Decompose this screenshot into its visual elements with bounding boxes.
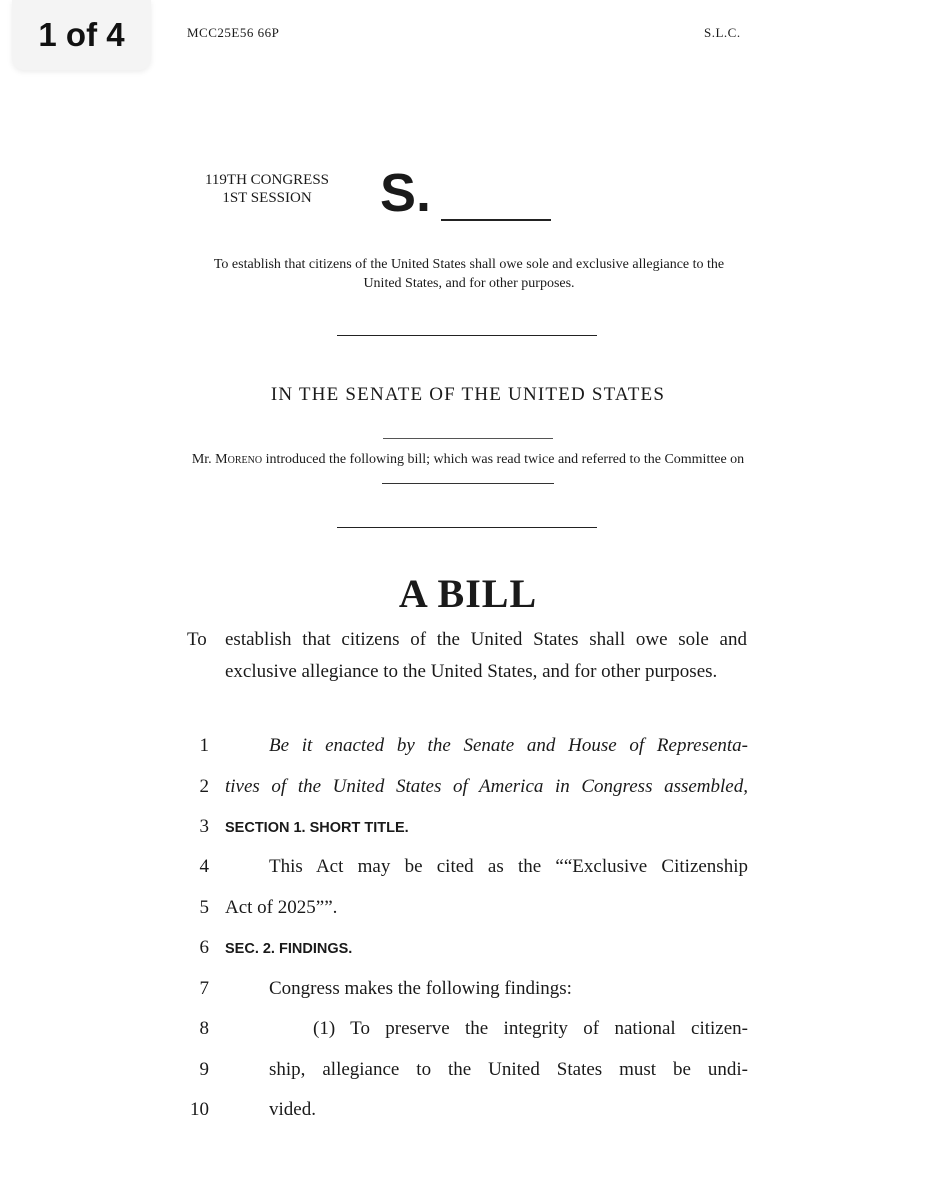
bill-line [187,856,749,886]
bill-line [187,816,749,846]
line-number: 1 [199,735,209,756]
long-title-to: To [187,629,207,650]
congress-session [187,171,347,207]
congress-line: 119TH CONGRESS [204,172,330,188]
divider-rule [337,527,597,528]
line-text: (1) To preserve the integrity of national citizen- [313,1018,748,1039]
line-text: Act of 2025””. [225,897,338,918]
line-number: 3 [199,816,209,837]
line-number: 2 [199,776,209,797]
bill-number-blank [441,219,551,221]
bill-number: S. [380,163,432,223]
session-line: 1ST SESSION [222,190,312,206]
sponsor-name: Moreno [215,452,263,467]
line-number: 8 [199,1018,209,1039]
document-id: MCC25E56 66P [187,25,280,40]
senate-heading: IN THE SENATE OF THE UNITED STATES [270,384,666,405]
bill-line [187,776,749,806]
line-number: 5 [199,897,209,918]
page-counter-badge: 1 of 4 [12,0,151,70]
line-text: This Act may be cited as the ““Exclusive Citizenship [269,856,748,877]
line-text: tives of the United States of America in Congress assembled, [225,776,748,797]
short-purpose: To establish that citizens of the United States shall owe sole and exclusive allegiance to the United States, and for other purposes. [213,257,725,291]
committee-blank [382,471,554,484]
bill-line [187,1018,749,1048]
long-title-text: establish that citizens of the United States shall owe sole and exclusive allegiance to the United States, and for other purposes. [225,629,747,682]
line-text: vided. [269,1099,316,1120]
intro-prefix: Mr. [191,452,216,467]
a-bill-heading: A BILL [398,571,538,616]
line-number: 9 [199,1059,209,1080]
bill-line [187,897,749,927]
line-text: Congress makes the following findings: [269,978,572,999]
slc-label: S.L.C. [704,25,741,40]
line-text: Be it enacted by the Senate and House of Representa- [269,735,748,756]
line-number: 7 [199,978,209,999]
bill-line [187,937,749,967]
bill-line [187,1059,749,1089]
line-text: ship, allegiance to the United States must be undi- [269,1059,748,1080]
section-heading: SEC. 2. FINDINGS. [225,941,353,957]
section-heading: SECTION 1. SHORT TITLE. [225,820,409,836]
divider-rule-short [383,438,553,439]
bill-line [187,735,749,765]
intro-text: introduced the following bill; which was read twice and referred to the Committee on [262,452,745,467]
introduction-statement [190,449,746,491]
line-number: 4 [199,856,209,877]
bill-line [187,978,749,1008]
line-number: 6 [199,937,209,958]
long-title [187,624,747,687]
divider-rule [337,335,597,336]
line-number: 10 [190,1099,209,1120]
bill-line [187,1099,749,1129]
